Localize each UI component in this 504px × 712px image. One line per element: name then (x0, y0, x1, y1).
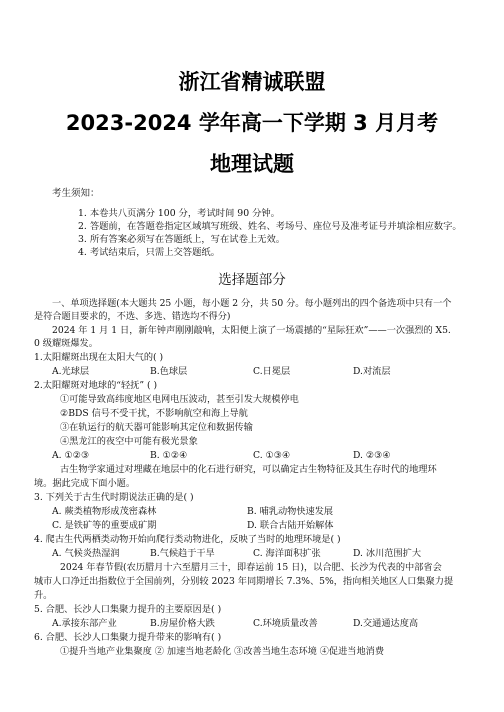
question-stem: 2.太阳耀斑对地球的“轻抚” ( ) (34, 380, 158, 391)
option-a: A. 蕨类植物形成茂密森林 (52, 506, 157, 517)
option-b: B.气候趋于干旱 (150, 548, 215, 559)
statement-item: ①可能导致高纬度地区电网电压波动，甚至引发大规模停电 (60, 394, 299, 405)
statement-item: ②BDS 信号不受干扰，不影响航空和海上导航 (60, 408, 248, 419)
material-text: 0 级耀斑爆发。 (34, 338, 98, 349)
material-text: 古生物学家通过对埋藏在地层中的化石进行研究，可以确定古生物特征及其生存时代的地理环 (60, 464, 437, 475)
question-stem: 4. 爬古生代两栖类动物开始向爬行类动物进化，反映了当时的地理环境是( ) (34, 534, 341, 545)
option-c: C.日冕层 (253, 366, 291, 377)
notice-title: 考生须知： (52, 188, 100, 199)
option-b: B.房屋价格大跌 (150, 618, 215, 629)
option-b: B.色球层 (150, 366, 188, 377)
statement-options: ①提升当地产业集聚度 ② 加速当地老龄化 ③改善当地生态环境 ④促进当地消费 (60, 646, 385, 657)
option-a: A. 气候炎热湿润 (52, 548, 120, 559)
option-a: A.光球层 (52, 366, 90, 377)
statement-item: ④黑龙江的夜空中可能有极光景象 (60, 436, 198, 447)
option-d: D.交通通达度高 (353, 618, 419, 629)
option-d: D. 冰川范围扩大 (353, 548, 422, 559)
notice-item: 3. 所有答案必须写在答题纸上，写在试卷上无效。 (78, 234, 286, 245)
question-stem: 5. 合肥、长沙人口集聚力提升的主要原因是( ) (34, 604, 222, 615)
material-text: 境。据此完成下面小题。 (34, 478, 136, 489)
instructions-line: 是符合题目要求的，不选、多选、错选均不得分) (34, 311, 231, 322)
material-text: 2024 年春节假(农历腊月十六至腊月三十，即春运前 15 日)，以合肥、长沙为代表的中部省会 (60, 562, 442, 573)
option-d: D. ②③④ (353, 450, 391, 461)
option-c: C. 海洋面积扩张 (253, 548, 321, 559)
exam-subject-title: 地理试题 (210, 152, 294, 176)
option-b: B. ①②④ (150, 450, 188, 461)
material-text: 升。 (34, 590, 53, 601)
notice-item: 4. 考试结束后，只需上交答题纸。 (78, 247, 220, 258)
option-c: C. ①③④ (253, 450, 291, 461)
option-c: C.环境质量改善 (253, 618, 318, 629)
instructions-line: 一、单项选择题(本大题共 25 小题，每小题 2 分，共 50 分。每小题列出的四个备选项中只有一个 (52, 298, 452, 309)
section-title: 选择题部分 (218, 272, 286, 288)
statement-item: ③在轨运行的航天器可能影响其定位和数据传输 (60, 422, 253, 433)
notice-item: 1. 本卷共八页满分 100 分，考试时间 90 分钟。 (78, 208, 280, 219)
material-text: 城市人口净迁出指数位于全国前列，分别较 2023 年同期增长 7.3%、5%，指向相关地区人口集聚力提 (34, 576, 454, 587)
material-text: 2024 年 1 月 1 日，新年钟声刚刚敲响，太阳便上演了一场震撼的“星际狂欢”——一次强烈的 X5. (52, 325, 451, 336)
option-a: A. ①②③ (52, 450, 90, 461)
question-stem: 3. 下列关于古生代时期说法正确的是( ) (34, 492, 194, 503)
exam-term-title: 2023-2024 学年高一下学期 3 月月考 (65, 111, 439, 135)
exam-league-title: 浙江省精诚联盟 (178, 70, 326, 94)
option-d: D. 联合古陆开始解体 (247, 520, 334, 531)
question-stem: 6. 合肥、长沙人口集聚力提升带来的影响有( ) (34, 632, 222, 643)
option-a: A.承接东部产业 (52, 618, 117, 629)
question-stem: 1.太阳耀斑出现在太阳大气的( ) (34, 352, 164, 363)
notice-item: 2. 答题前，在答题卷指定区域填写班级、姓名、考场号、座位号及准考证号并填涂相应数字。 (78, 221, 462, 232)
option-d: D.对流层 (353, 366, 391, 377)
option-b: B. 哺乳动物快速发展 (247, 506, 334, 517)
option-c: C. 是铁矿等的重要成矿期 (52, 520, 157, 531)
